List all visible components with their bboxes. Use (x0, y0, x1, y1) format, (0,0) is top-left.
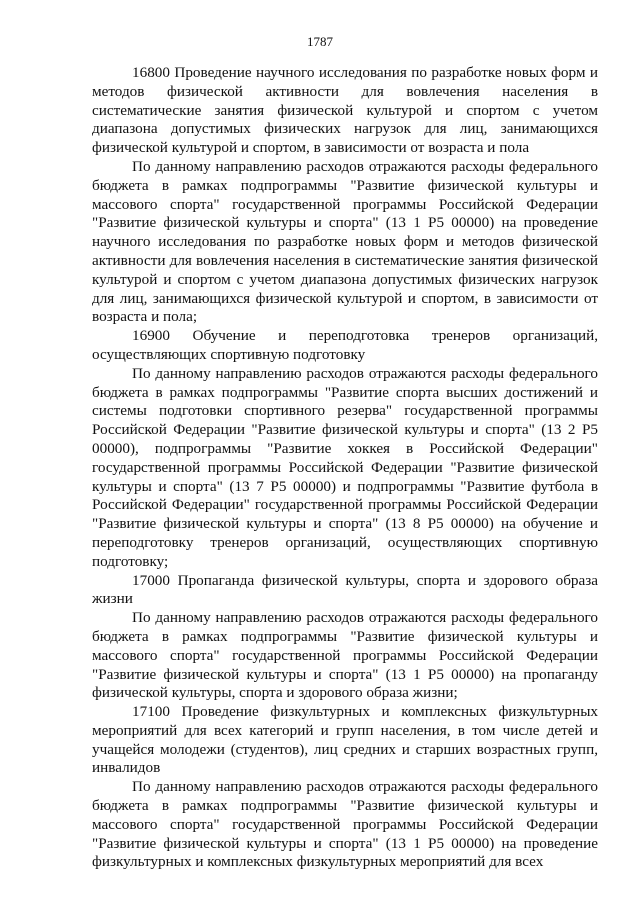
paragraph-16800-heading: 16800 Проведение научного исследования по разработке новых форм и методов физической активности для вовлечения населения в систематические занятия физической культурой и спортом с учетом диапазона допустимых физических нагрузок для лиц, занимающихся физической культурой и спортом, в зависимости от возраста и пола (92, 64, 598, 157)
paragraph-17000-description: По данному направлению расходов отражаются расходы федерального бюджета в рамках подпрограммы "Развитие физической культуры и массового спорта" государственной программы Российской Федерации "Развитие физической культуры и спорта" (13 1 P5 00000) на пропаганду физической культуры, спорта и здорового образа жизни; (92, 609, 598, 702)
paragraph-17000-heading: 17000 Пропаганда физической культуры, спорта и здорового образа жизни (92, 571, 598, 608)
paragraph-16800-description: По данному направлению расходов отражаются расходы федерального бюджета в рамках подпрограммы "Развитие физической культуры и массового спорта" государственной программы Российской Федерации "Развитие физической культуры и спорта" (13 1 P5 00000) на проведение научного исследования по разработке новых форм и методов физической активности для вовлечения населения в систематические занятия физической культурой и спортом с учетом диапазона допустимых физических нагрузок для лиц, занимающихся физической культурой и спортом, в зависимости от возраста и пола; (92, 157, 598, 326)
page-number: 1787 (307, 34, 333, 49)
paragraph-16900-heading: 16900 Обучение и переподготовка тренеров организаций, осуществляющих спортивную подготовку (92, 327, 598, 363)
document-body (92, 64, 598, 872)
paragraph-17100-description: По данному направлению расходов отражаются расходы федерального бюджета в рамках подпрограммы "Развитие физической культуры и массового спорта" государственной программы Российской Федерации "Развитие физической культуры и спорта" (13 1 P5 00000) на проведение физкультурных и комплексных физкультурных мероприятий для всех (92, 778, 598, 871)
paragraph-17100-heading: 17100 Проведение физкультурных и комплексных физкультурных мероприятий для всех категорий и групп населения, в том числе детей и учащейся молодежи (студентов), лиц средних и старших возрастных групп, инвалидов (92, 703, 598, 777)
paragraph-16900-description: По данному направлению расходов отражаются расходы федерального бюджета в рамках подпрограммы "Развитие спорта высших достижений и системы подготовки спортивного резерва" государственной программы Российской Федерации "Развитие физической культуры и спорта" (13 2 P5 00000), подпрограммы "Развитие хоккея в Российской Федерации" государственной программы Российской Федерации "Развитие физической культуры и спорта" (13 7 P5 00000) и подпрограммы "Развитие футбола в Российской Федерации" государственной программы Российской Федерации "Развитие физической культуры и спорта" (13 8 P5 00000) на обучение и переподготовку тренеров организаций, осуществляющих спортивную подготовку; (92, 364, 598, 570)
